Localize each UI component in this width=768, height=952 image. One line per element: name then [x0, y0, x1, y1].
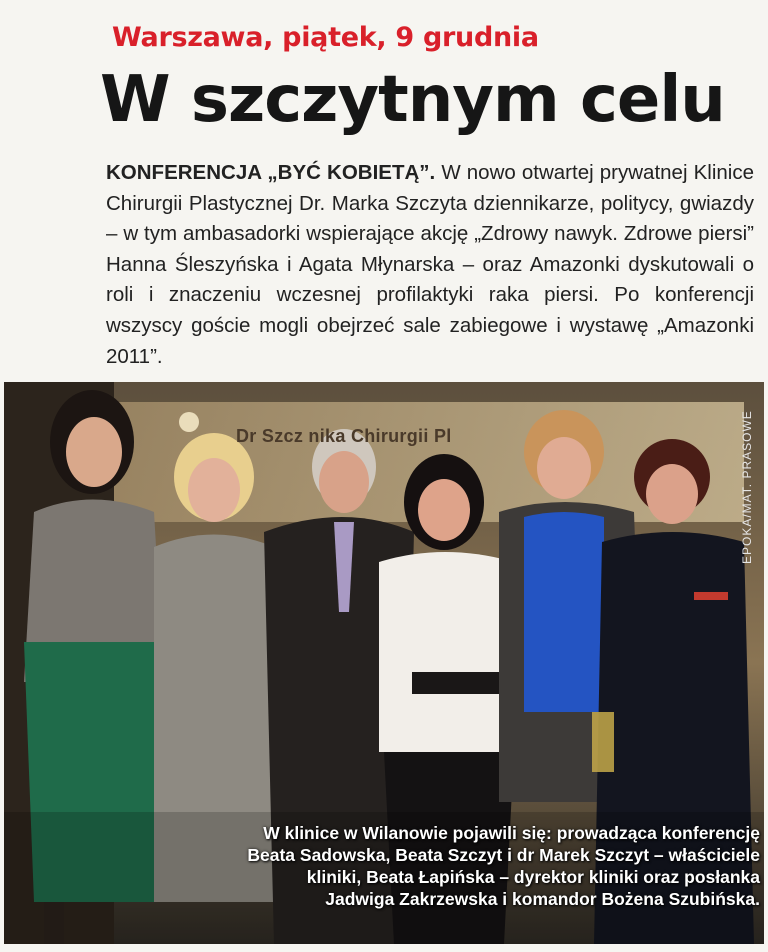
photo-caption — [134, 822, 760, 910]
caption-line: Jadwiga Zakrzewska i komandor Bożena Szubińska. — [325, 889, 760, 909]
caption-line: Beata Sadowska, Beata Szczyt i dr Marek Szczyt – właściciele — [247, 845, 760, 865]
article-lead: KONFERENCJA „BYĆ KOBIETĄ”. — [106, 161, 436, 184]
photo-credit: EPOKA/MAT. PRASOWE — [740, 410, 754, 564]
article-kicker: Warszawa, piątek, 9 grudnia — [112, 22, 539, 53]
article-body — [106, 158, 754, 372]
event-photo — [4, 382, 764, 944]
caption-line: W klinice w Wilanowie pojawili się: prowadząca konferencję — [263, 823, 760, 843]
clinic-sign: Dr Szcz nika Chirurgii Pl — [236, 426, 452, 446]
article-body-text: W nowo otwartej prywatnej Klinice Chirurgii Plastycznej Dr. Marka Szczyta dziennikarze, politycy, gwiazdy – w tym ambasadorki wspierające akcję „Zdrowy nawyk. Zdrowe piersi” Hanna Śleszyńska i Agata Młynarska – oraz Amazonki dyskutowali o roli i znaczeniu wczesnej profilaktyki raka piersi. Po konferencji wszyscy goście mogli obejrzeć sale zabiegowe i wystawę „Amazonki 2011”. — [106, 161, 754, 368]
caption-line: kliniki, Beata Łapińska – dyrektor kliniki oraz posłanka — [306, 867, 760, 887]
article-headline: W szczytnym celu — [100, 63, 725, 137]
